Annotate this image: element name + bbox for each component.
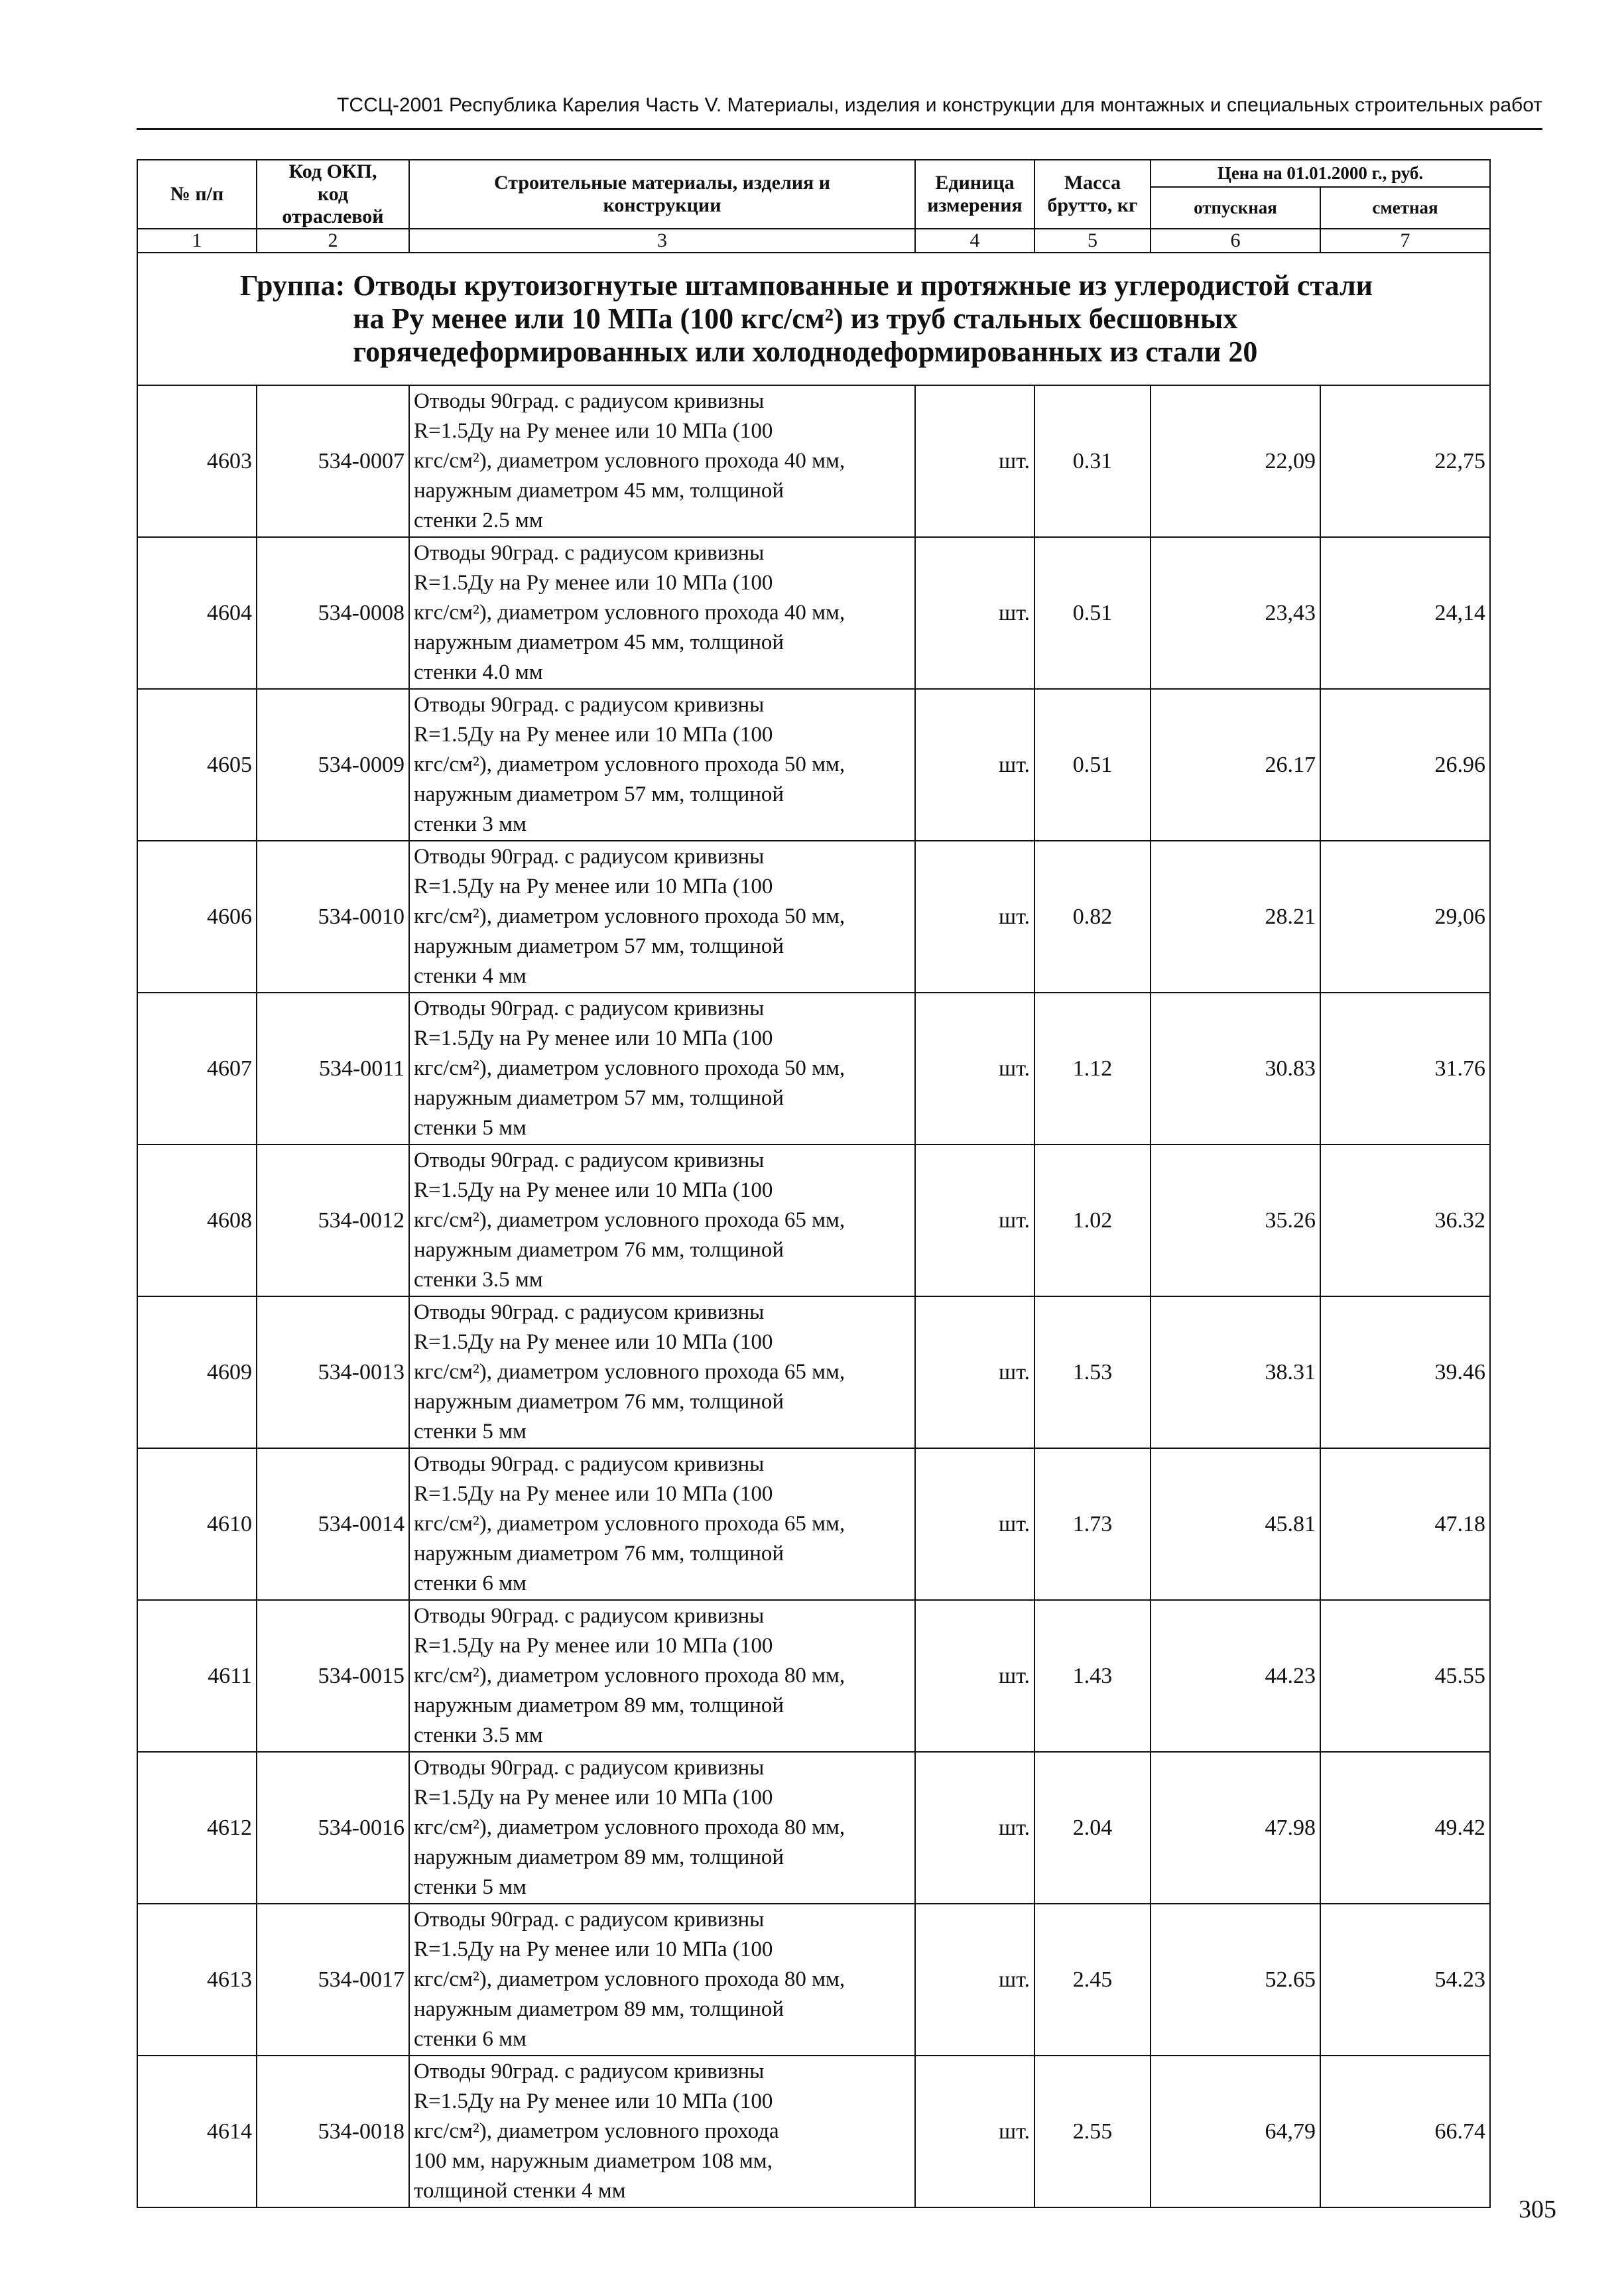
column-number: 3 [409,229,915,253]
description-line: наружным диаметром 76 мм, толщиной [414,1238,784,1262]
row-mass: 0.51 [1034,537,1151,689]
description-line: кгс/см²), диаметром условного прохода 50 мм, [414,753,845,776]
row-description [409,1600,915,1752]
row-description [409,1752,915,1904]
row-price-release: 64,79 [1151,2056,1320,2207]
description-line: наружным диаметром 89 мм, толщиной [414,1997,784,2021]
row-price-release: 52.65 [1151,1904,1320,2056]
description-line: Отводы 90град. с радиусом кривизны [414,693,765,717]
row-price-release: 28.21 [1151,841,1320,993]
row-price-estimate: 31.76 [1320,993,1490,1144]
description-line: наружным диаметром 89 мм, толщиной [414,1694,784,1717]
header-unit: Единица измерения [915,160,1034,229]
header-price-group: Цена на 01.01.2000 г., руб. [1151,160,1490,187]
row-price-estimate: 66.74 [1320,2056,1490,2207]
row-price-release: 22,09 [1151,385,1320,537]
row-unit: шт. [915,385,1034,537]
row-price-release: 45.81 [1151,1448,1320,1600]
description-line: стенки 6 мм [414,2027,527,2051]
table-row [137,993,1490,1144]
header-name: Строительные материалы, изделия и конструкции [409,160,915,229]
description-line: Отводы 90град. с радиусом кривизны [414,541,765,565]
table-row [137,1296,1490,1448]
row-mass: 1.12 [1034,993,1151,1144]
description-line: R=1.5Ду на Ру менее или 10 МПа (100 [414,875,773,898]
table-row [137,1904,1490,2056]
description-line: Отводы 90град. с радиусом кривизны [414,1300,765,1324]
description-line: наружным диаметром 45 мм, толщиной [414,631,784,654]
description-line: кгс/см²), диаметром условного прохода 65 мм, [414,1360,845,1384]
column-number: 5 [1034,229,1151,253]
header-mass: Масса брутто, кг [1034,160,1151,229]
row-price-release: 23,43 [1151,537,1320,689]
description-line: наружным диаметром 57 мм, толщиной [414,782,784,806]
description-line: кгс/см²), диаметром условного прохода 80 мм, [414,1816,845,1839]
row-unit: шт. [915,1448,1034,1600]
row-description [409,385,915,537]
description-line: кгс/см²), диаметром условного прохода [414,2119,779,2143]
row-mass: 0.31 [1034,385,1151,537]
description-line: кгс/см²), диаметром условного прохода 40 мм, [414,449,845,473]
row-unit: шт. [915,841,1034,993]
row-code: 534-0016 [257,1752,409,1904]
group-heading [137,253,1490,385]
row-description [409,993,915,1144]
row-description [409,1904,915,2056]
row-price-estimate: 47.18 [1320,1448,1490,1600]
row-number: 4603 [137,385,257,537]
row-code: 534-0013 [257,1296,409,1448]
row-mass: 0.82 [1034,841,1151,993]
row-code: 534-0010 [257,841,409,993]
row-number: 4612 [137,1752,257,1904]
group-row [137,253,1490,385]
description-line: R=1.5Ду на Ру менее или 10 МПа (100 [414,2089,773,2113]
row-number: 4607 [137,993,257,1144]
row-unit: шт. [915,1752,1034,1904]
row-price-release: 26.17 [1151,689,1320,841]
group-text: Отводы крутоизогнутые штампованные и протяжные из углеродистой стали на Ру менее или 10 МПа (100 кгс/см²) из труб стальных бесшовных горячедеформированных или холоднодеформированных из стали 20 [353,269,1373,368]
page-number: 305 [1519,2195,1556,2223]
description-line: наружным диаметром 57 мм, толщиной [414,1086,784,1110]
row-code: 534-0018 [257,2056,409,2207]
row-price-release: 38.31 [1151,1296,1320,1448]
column-number: 6 [1151,229,1320,253]
description-line: кгс/см²), диаметром условного прохода 65 мм, [414,1208,845,1232]
running-header: ТССЦ-2001 Республика Карелия Часть V. Материалы, изделия и конструкции для монтажных и специальных строительных работ [337,94,1542,116]
row-code: 534-0014 [257,1448,409,1600]
header-price-release: отпускная [1151,187,1320,229]
row-mass: 1.53 [1034,1296,1151,1448]
table-row [137,1448,1490,1600]
row-description [409,689,915,841]
row-code: 534-0008 [257,537,409,689]
row-price-estimate: 29,06 [1320,841,1490,993]
description-line: R=1.5Ду на Ру менее или 10 МПа (100 [414,1786,773,1810]
description-line: R=1.5Ду на Ру менее или 10 МПа (100 [414,1634,773,1658]
row-mass: 1.73 [1034,1448,1151,1600]
description-line: наружным диаметром 89 мм, толщиной [414,1845,784,1869]
description-line: кгс/см²), диаметром условного прохода 65 мм, [414,1512,845,1536]
row-code: 534-0009 [257,689,409,841]
row-mass: 2.55 [1034,2056,1151,2207]
row-mass: 0.51 [1034,689,1151,841]
row-price-estimate: 45.55 [1320,1600,1490,1752]
description-line: стенки 2.5 мм [414,509,543,532]
description-line: наружным диаметром 45 мм, толщиной [414,479,784,503]
description-line: R=1.5Ду на Ру менее или 10 МПа (100 [414,1938,773,1961]
description-line: стенки 5 мм [414,1420,527,1444]
table-row [137,1600,1490,1752]
row-mass: 1.02 [1034,1144,1151,1296]
table-row [137,1144,1490,1296]
column-number-row [137,229,1490,253]
row-code: 534-0007 [257,385,409,537]
description-line: R=1.5Ду на Ру менее или 10 МПа (100 [414,723,773,747]
description-line: стенки 5 мм [414,1875,527,1899]
description-line: толщиной стенки 4 мм [414,2179,626,2203]
header-num: № п/п [137,160,257,229]
row-price-release: 35.26 [1151,1144,1320,1296]
description-line: R=1.5Ду на Ру менее или 10 МПа (100 [414,1330,773,1354]
description-line: стенки 4.0 мм [414,660,543,684]
row-number: 4608 [137,1144,257,1296]
row-mass: 2.45 [1034,1904,1151,2056]
header-price-estimate: сметная [1320,187,1490,229]
table-row [137,1752,1490,1904]
table-row [137,2056,1490,2207]
row-unit: шт. [915,2056,1034,2207]
table-row [137,841,1490,993]
description-line: стенки 6 мм [414,1572,527,1595]
column-number: 7 [1320,229,1490,253]
header-rule [137,128,1542,130]
column-number: 4 [915,229,1034,253]
description-line: стенки 3.5 мм [414,1268,543,1292]
description-line: 100 мм, наружным диаметром 108 мм, [414,2149,773,2173]
row-description [409,841,915,993]
description-line: Отводы 90град. с радиусом кривизны [414,1148,765,1172]
column-number: 2 [257,229,409,253]
row-description [409,537,915,689]
description-line: кгс/см²), диаметром условного прохода 40 мм, [414,601,845,625]
description-line: стенки 5 мм [414,1116,527,1140]
row-unit: шт. [915,1144,1034,1296]
row-unit: шт. [915,537,1034,689]
row-description [409,1296,915,1448]
table-row [137,385,1490,537]
row-number: 4604 [137,537,257,689]
row-number: 4610 [137,1448,257,1600]
row-unit: шт. [915,1600,1034,1752]
row-price-estimate: 26.96 [1320,689,1490,841]
table-row [137,537,1490,689]
table-row [137,689,1490,841]
row-number: 4614 [137,2056,257,2207]
group-label: Группа: [239,269,345,302]
row-description [409,1448,915,1600]
row-code: 534-0017 [257,1904,409,2056]
description-line: наружным диаметром 76 мм, толщиной [414,1390,784,1414]
row-number: 4609 [137,1296,257,1448]
description-line: кгс/см²), диаметром условного прохода 80 мм, [414,1967,845,1991]
row-description [409,2056,915,2207]
header-code: Код ОКП, код отраслевой [257,160,409,229]
row-number: 4605 [137,689,257,841]
description-line: Отводы 90град. с радиусом кривизны [414,1604,765,1628]
description-line: Отводы 90град. с радиусом кривизны [414,1908,765,1932]
row-price-estimate: 24,14 [1320,537,1490,689]
description-line: кгс/см²), диаметром условного прохода 50 мм, [414,1056,845,1080]
row-price-estimate: 49.42 [1320,1752,1490,1904]
row-mass: 1.43 [1034,1600,1151,1752]
row-price-estimate: 36.32 [1320,1144,1490,1296]
description-line: Отводы 90град. с радиусом кривизны [414,1452,765,1476]
row-unit: шт. [915,689,1034,841]
row-price-estimate: 22,75 [1320,385,1490,537]
row-number: 4611 [137,1600,257,1752]
description-line: стенки 3 мм [414,812,527,836]
row-number: 4606 [137,841,257,993]
price-table [137,159,1491,2208]
description-line: R=1.5Ду на Ру менее или 10 МПа (100 [414,571,773,595]
description-line: наружным диаметром 76 мм, толщиной [414,1542,784,1566]
description-line: стенки 3.5 мм [414,1723,543,1747]
row-unit: шт. [915,993,1034,1144]
row-unit: шт. [915,1904,1034,2056]
row-price-estimate: 39.46 [1320,1296,1490,1448]
description-line: Отводы 90град. с радиусом кривизны [414,1756,765,1780]
row-price-estimate: 54.23 [1320,1904,1490,2056]
description-line: Отводы 90град. с радиусом кривизны [414,997,765,1020]
row-price-release: 44.23 [1151,1600,1320,1752]
row-price-release: 30.83 [1151,993,1320,1144]
description-line: наружным диаметром 57 мм, толщиной [414,934,784,958]
description-line: кгс/см²), диаметром условного прохода 50 мм, [414,904,845,928]
description-line: R=1.5Ду на Ру менее или 10 МПа (100 [414,1026,773,1050]
row-description [409,1144,915,1296]
description-line: стенки 4 мм [414,964,527,988]
row-code: 534-0015 [257,1600,409,1752]
description-line: Отводы 90град. с радиусом кривизны [414,2060,765,2083]
row-number: 4613 [137,1904,257,2056]
row-unit: шт. [915,1296,1034,1448]
description-line: R=1.5Ду на Ру менее или 10 МПа (100 [414,1482,773,1506]
row-mass: 2.04 [1034,1752,1151,1904]
column-number: 1 [137,229,257,253]
row-price-release: 47.98 [1151,1752,1320,1904]
description-line: R=1.5Ду на Ру менее или 10 МПа (100 [414,1178,773,1202]
description-line: Отводы 90град. с радиусом кривизны [414,845,765,869]
description-line: Отводы 90град. с радиусом кривизны [414,389,765,413]
row-code: 534-0011 [257,993,409,1144]
row-code: 534-0012 [257,1144,409,1296]
description-line: R=1.5Ду на Ру менее или 10 МПа (100 [414,419,773,443]
description-line: кгс/см²), диаметром условного прохода 80 мм, [414,1664,845,1688]
